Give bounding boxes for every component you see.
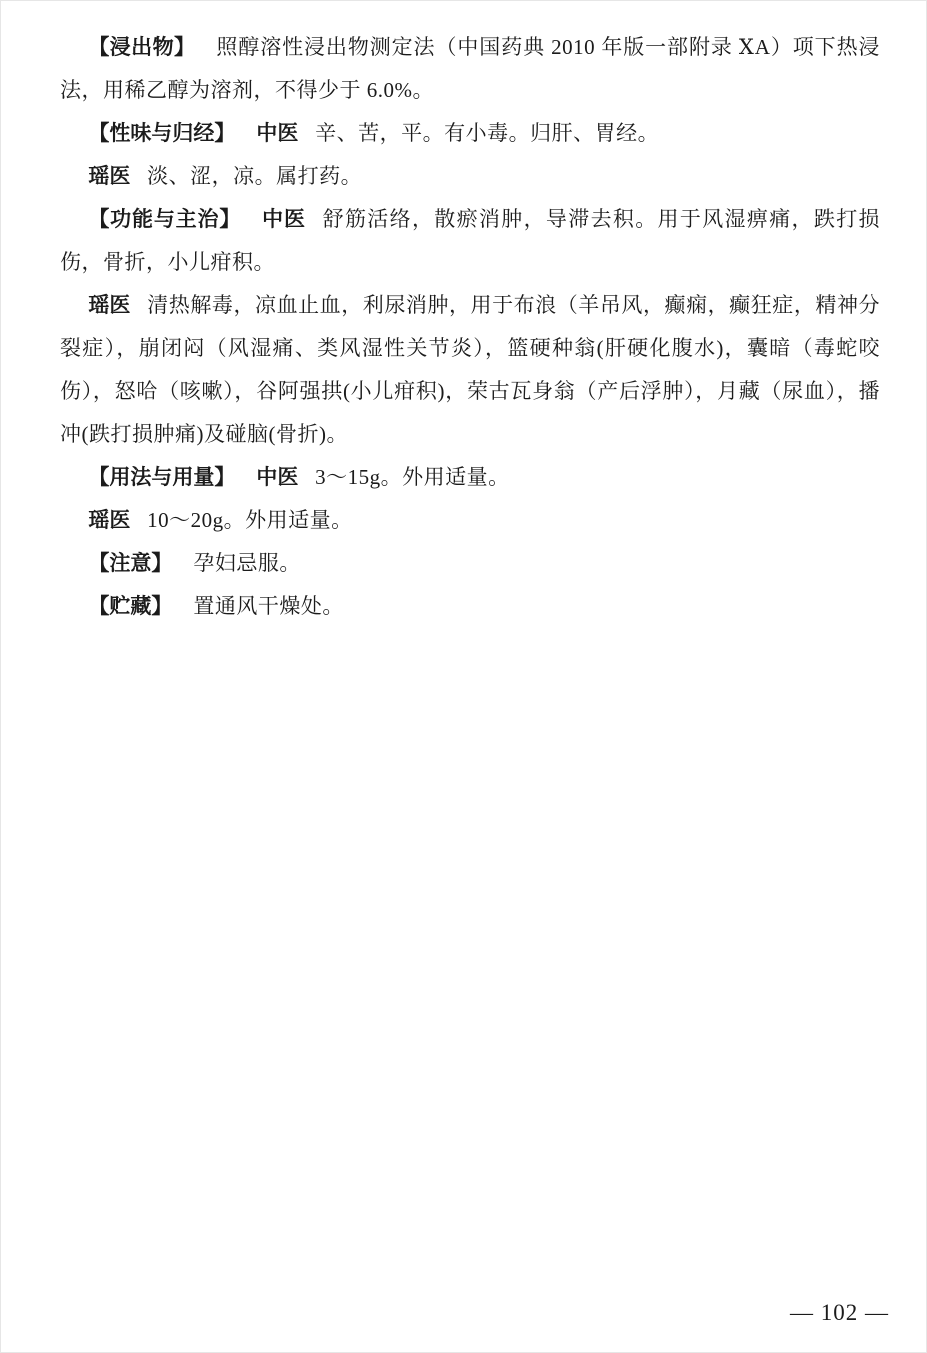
section-storage-label: 【贮藏】	[88, 594, 173, 618]
section-storage-text: 置通风干燥处。	[193, 594, 344, 618]
section-extractives-text: 照醇溶性浸出物测定法（中国药典 2010 年版一部附录 ⅩA）项下热浸法，用稀乙醇为溶剂，不得少于 6.0%。	[60, 35, 880, 102]
section-taste-meridian-label: 【性味与归经】	[88, 121, 236, 145]
section-caution-label: 【注意】	[88, 551, 173, 575]
section-function-indication-yao	[60, 284, 880, 456]
section-dosage-text: 3～15g。外用适量。	[315, 465, 510, 489]
section-taste-meridian-yao-label: 瑶医	[88, 164, 131, 188]
section-caution-text: 孕妇忌服。	[193, 551, 301, 575]
section-dosage-yao-text: 10～20g。外用适量。	[147, 508, 353, 532]
section-storage	[60, 585, 880, 628]
section-extractives	[60, 26, 880, 112]
section-function-indication-tcm-label: 中医	[262, 207, 306, 231]
section-function-indication-yao-label: 瑶医	[88, 293, 131, 317]
section-dosage-tcm-label: 中医	[256, 465, 299, 489]
page-footer	[790, 1300, 889, 1326]
section-taste-meridian	[60, 112, 880, 155]
section-caution	[60, 542, 880, 585]
section-dosage-label: 【用法与用量】	[88, 465, 236, 489]
section-taste-meridian-tcm-label: 中医	[256, 121, 299, 145]
section-function-indication-text: 舒筋活络，散瘀消肿，导滞去积。用于风湿痹痛，跌打损伤，骨折，小儿疳积。	[60, 207, 881, 274]
section-taste-meridian-yao	[60, 155, 880, 198]
section-function-indication-yao-text: 清热解毒，凉血止血，利尿消肿，用于布浪（羊吊风，癫痫，癫狂症，精神分裂症），崩闭闷（风湿痛、类风湿性关节炎），篮硬种翁(肝硬化腹水)，囊暗（毒蛇咬伤），怒哈（咳嗽），谷阿强拱(小儿疳积)，荣古瓦身翁（产后浮肿），月藏（尿血），播冲(跌打损肿痛)及碰脑(骨折)。	[60, 293, 880, 446]
section-taste-meridian-yao-text: 淡、涩，凉。属打药。	[147, 164, 363, 188]
section-dosage-yao-label: 瑶医	[88, 508, 131, 532]
section-function-indication	[60, 198, 880, 284]
section-function-indication-label: 【功能与主治】	[88, 207, 242, 231]
section-taste-meridian-text: 辛、苦，平。有小毒。归肝、胃经。	[315, 121, 660, 145]
section-dosage	[60, 456, 880, 499]
section-dosage-yao	[60, 499, 880, 542]
document-body	[60, 26, 880, 628]
section-extractives-label: 【浸出物】	[88, 35, 196, 59]
page-number: — 102 —	[790, 1300, 889, 1325]
